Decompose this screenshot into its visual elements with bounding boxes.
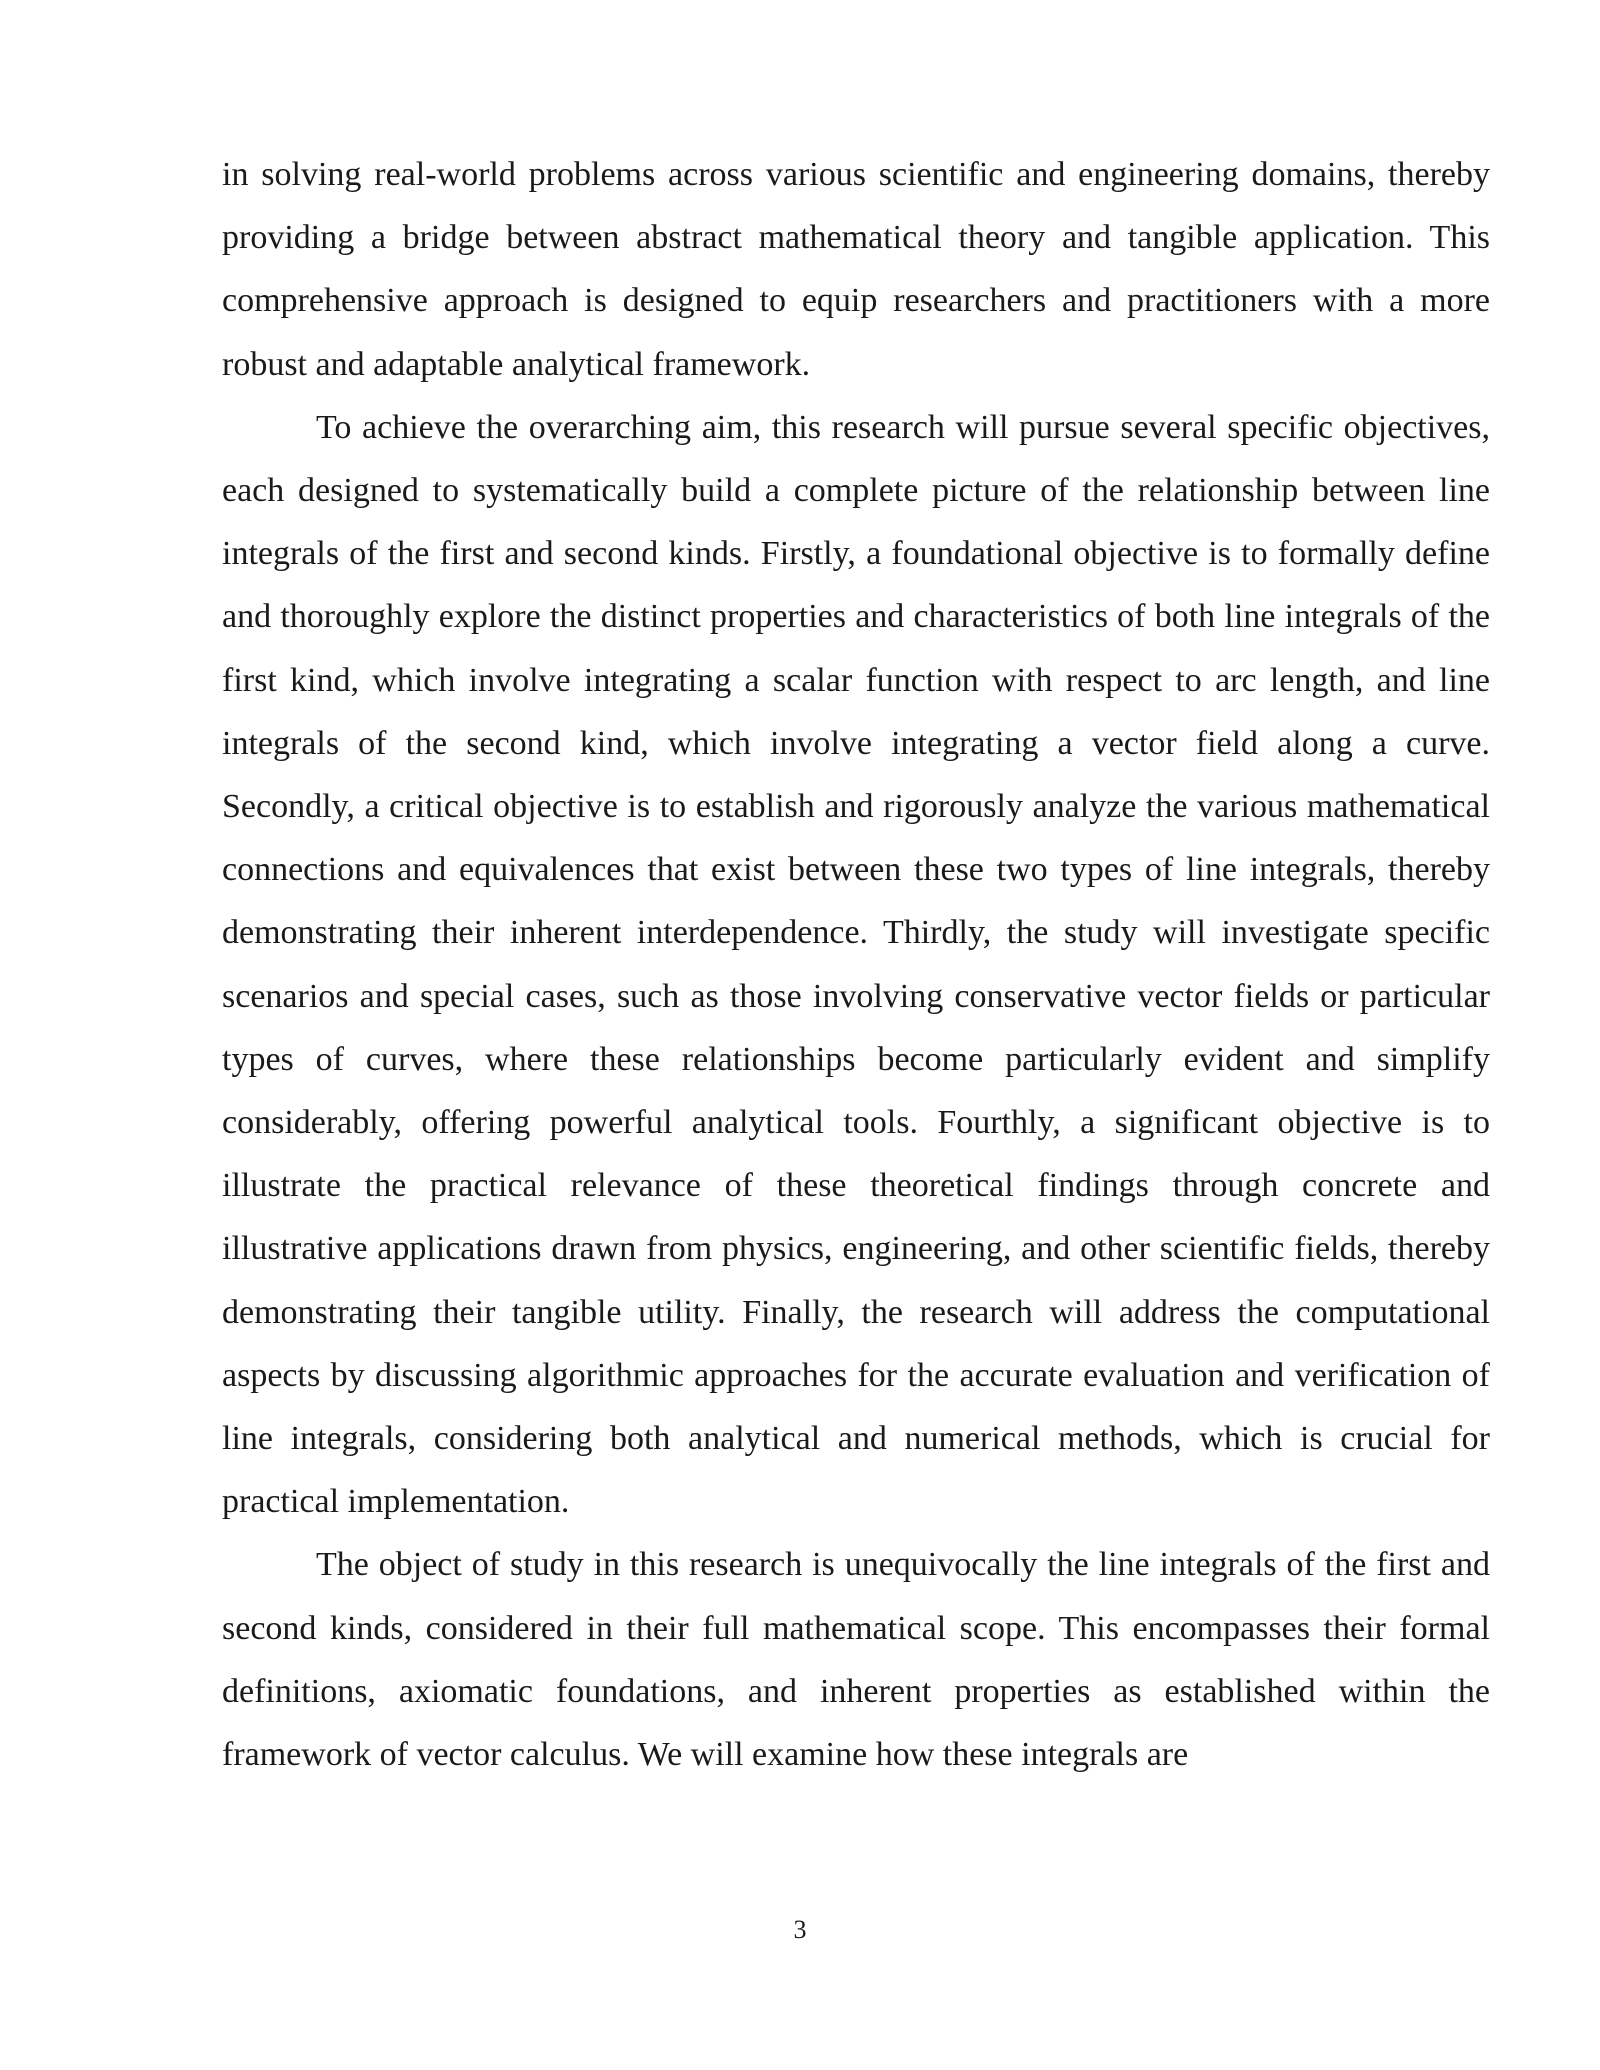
paragraph-continuation: in solving real-world problems across various scientific and engineering domains, thereby providing a bridge between abstract mathematical theory and tangible application. This comprehensive approach is designed to equip researchers and practitioners with a more robust and adaptable analytical framework. [222,156,1490,383]
body-text [222,143,1490,1786]
paragraph-object-of-study: The object of study in this research is unequivocally the line integrals of the first and second kinds, considered in their full mathematical scope. This encompasses their formal definitions, axiomatic foundations, and inherent properties as established within the framework of vector calculus. We will examine how these integrals are [222,1546,1490,1774]
paragraph-objectives: To achieve the overarching aim, this research will pursue several specific objectives, each designed to systematically build a complete picture of the relationship between line integrals of the first and second kinds. Firstly, a foundational objective is to formally define and thoroughly explore the distinct properties and characteristics of both line integrals of the first kind, which involve integrating a scalar function with respect to arc length, and line integrals of the second kind, which involve integrating a vector field along a curve. Secondly, a critical objective is to establish and rigorously analyze the various mathematical connections and equivalences that exist between these two types of line integrals, thereby demonstrating their inherent interdependence. Thirdly, the study will investigate specific scenarios and special cases, such as those involving conservative vector fields or particular types of curves, where these relationships become particularly evident and simplify considerably, offering powerful analytical tools. Fourthly, a significant objective is to illustrate the practical relevance of these theoretical findings through concrete and illustrative applications drawn from physics, engineering, and other scientific fields, thereby demonstrating their tangible utility. Finally, the research will address the computational aspects by discussing algorithmic approaches for the accurate evaluation and verification of line integrals, considering both analytical and numerical methods, which is crucial for practical implementation. [222,408,1490,1521]
page-number: 3 [793,1915,807,1944]
